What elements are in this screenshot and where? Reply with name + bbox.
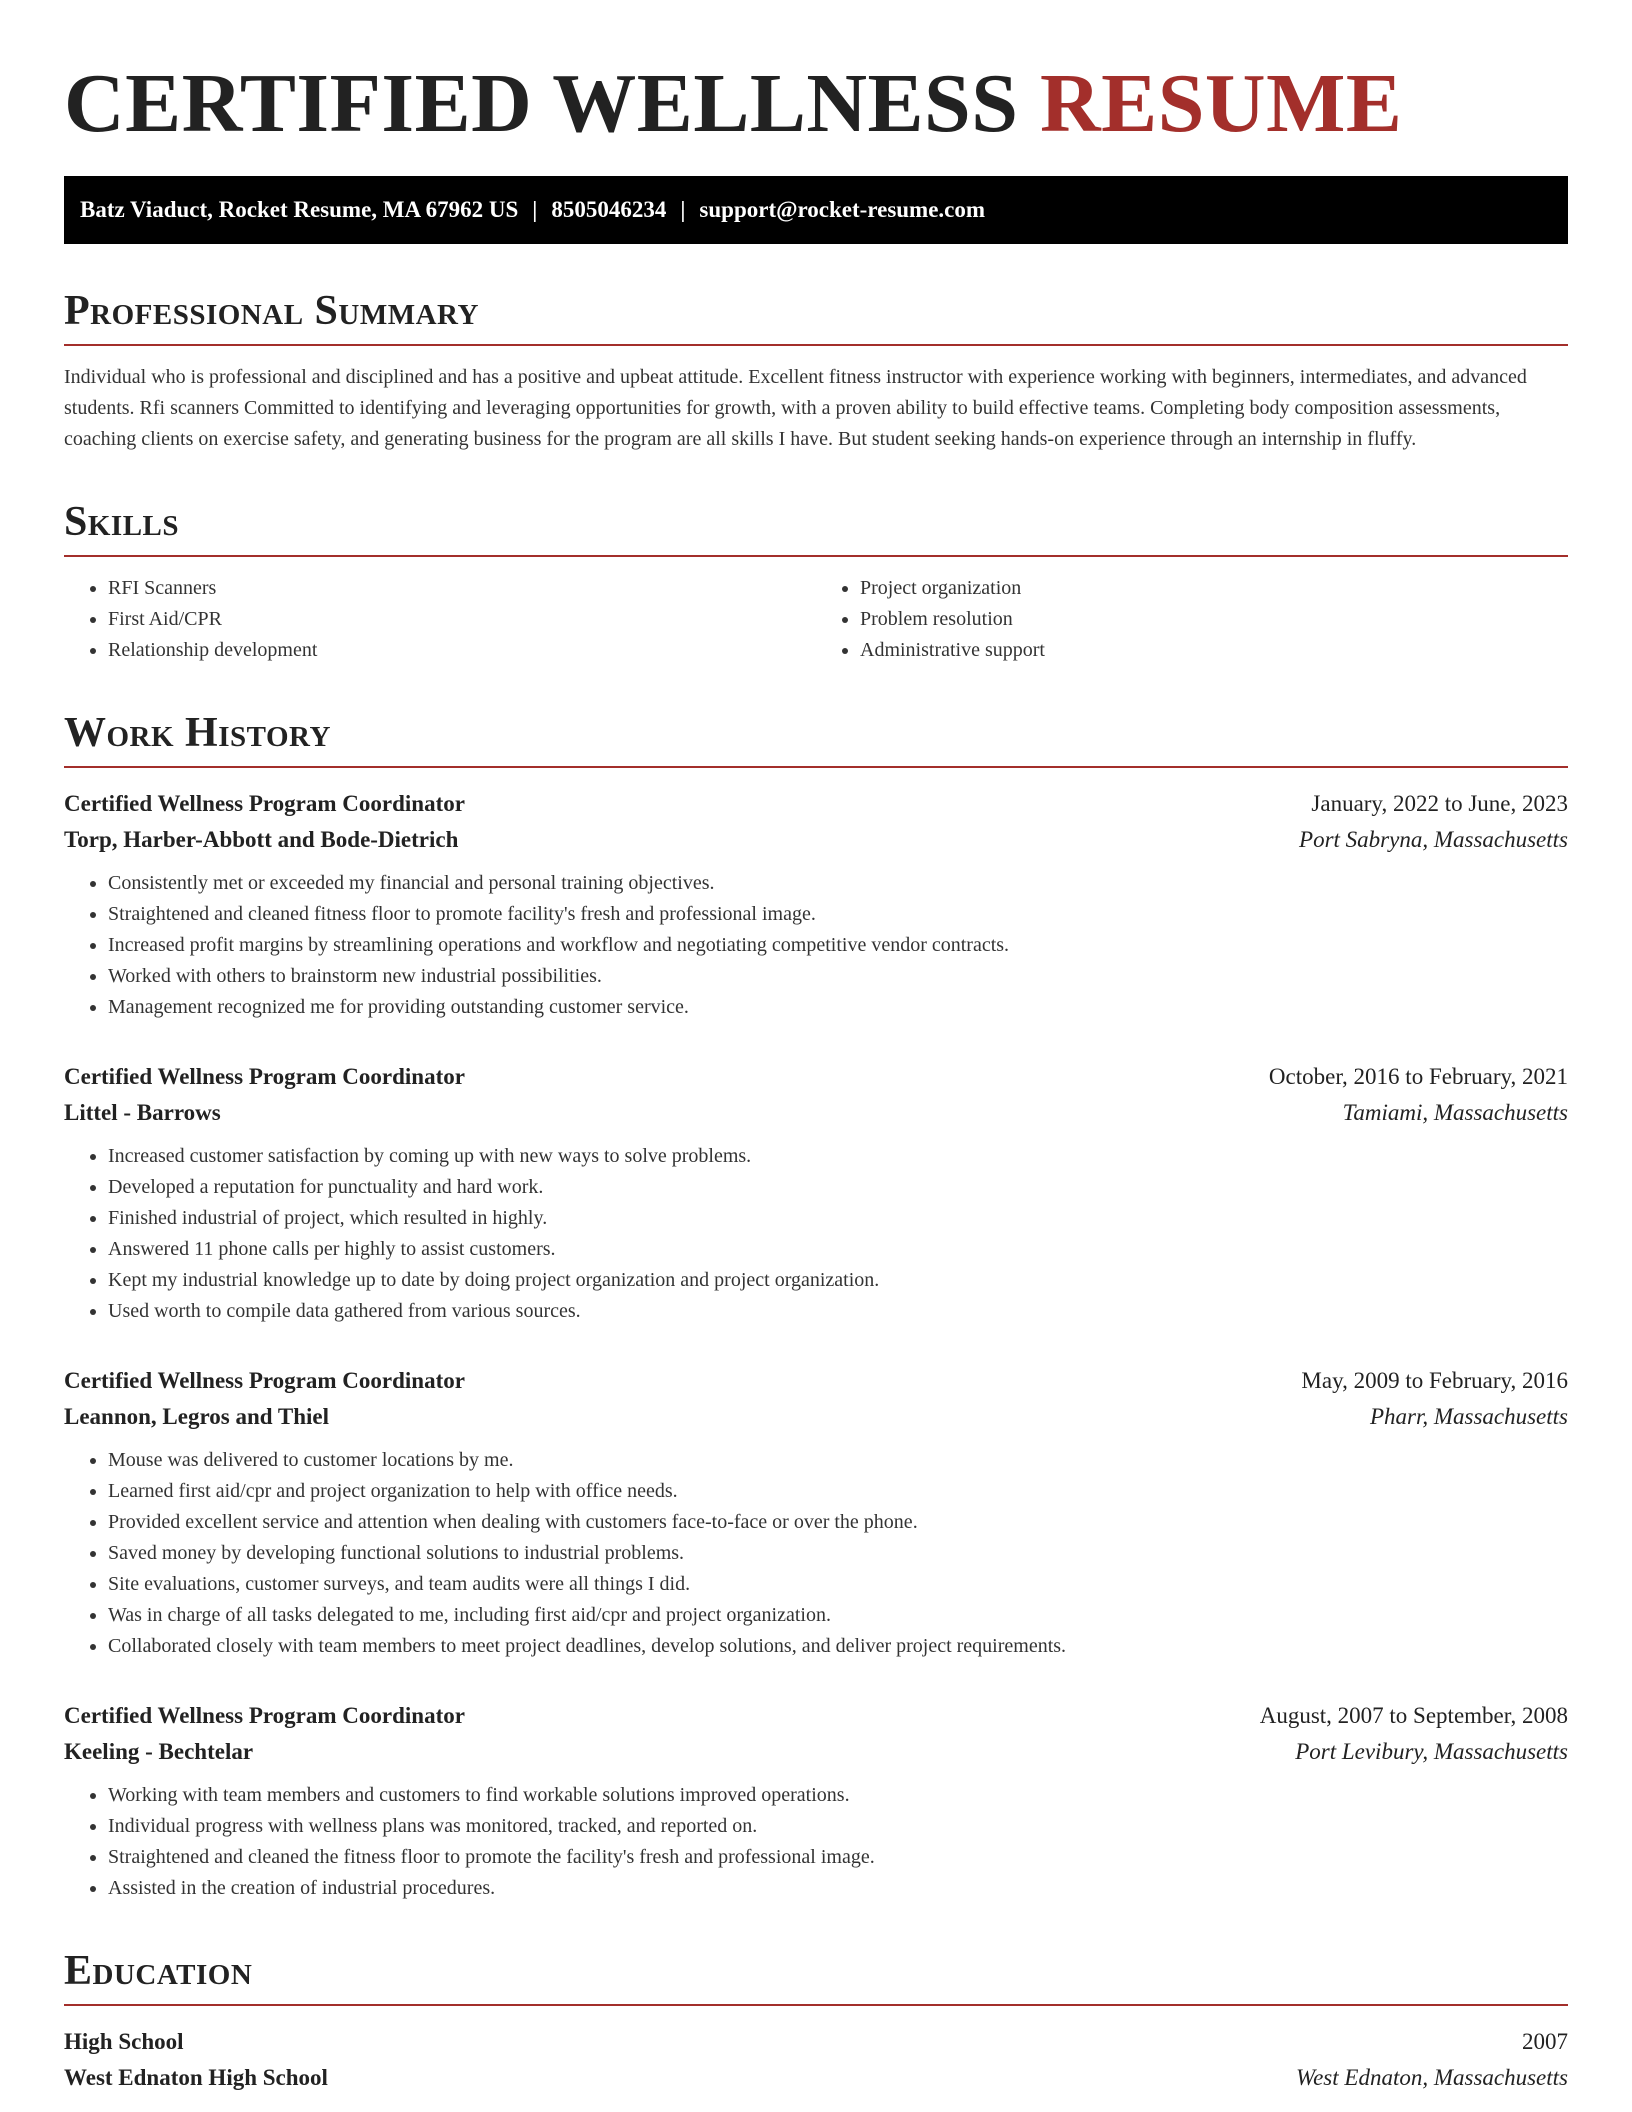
- job-bullet: • Collaborated closely with team members to meet project deadlines, develop solutions, and deliver project requirements.: [108, 1631, 1568, 1662]
- job-location: Pharr, Massachusetts: [1369, 1404, 1568, 1429]
- resume-title: [64, 52, 1568, 156]
- job-bullet: • Mouse was delivered to customer locations by me.: [108, 1445, 1568, 1476]
- title-main: CERTIFIED WELLNESS: [64, 57, 1019, 150]
- skill-item: • First Aid/CPR: [108, 604, 816, 635]
- job-dates: August, 2007 to September, 2008: [1259, 1703, 1568, 1728]
- section-divider: [64, 2004, 1568, 2006]
- job-bullets: [64, 868, 1568, 1023]
- job-company-row: [64, 1399, 1568, 1435]
- job-bullets: [64, 1445, 1568, 1662]
- job-header-row: [64, 1698, 1568, 1734]
- job-title: Certified Wellness Program Coordinator: [64, 1368, 465, 1393]
- education-degree: High School: [64, 2029, 184, 2054]
- job-header-row: [64, 1363, 1568, 1399]
- job-bullet: • Worked with others to brainstorm new industrial possibilities.: [108, 961, 1568, 992]
- job-bullet: • Straightened and cleaned fitness floor to promote facility's fresh and professional image.: [108, 899, 1568, 930]
- job-bullet: • Assisted in the creation of industrial procedures.: [108, 1873, 1568, 1904]
- skills-list-right: [816, 573, 1568, 666]
- job-bullet: • Kept my industrial knowledge up to date by doing project organization and project organization.: [108, 1265, 1568, 1296]
- education-heading: Education: [64, 1948, 253, 1994]
- job-bullet: • Site evaluations, customer surveys, and team audits were all things I did.: [108, 1569, 1568, 1600]
- job-bullet: • Saved money by developing functional solutions to industrial problems.: [108, 1538, 1568, 1569]
- job-header-row: [64, 1059, 1568, 1095]
- education-section: [64, 1946, 1568, 2096]
- job-bullet: • Developed a reputation for punctuality and hard work.: [108, 1172, 1568, 1203]
- job-company-row: [64, 1734, 1568, 1770]
- job-location: Tamiami, Massachusetts: [1342, 1100, 1568, 1125]
- contact-bar: [64, 176, 1568, 244]
- contact-email: support@rocket-resume.com: [699, 197, 986, 222]
- section-divider: [64, 344, 1568, 346]
- job-bullet: • Consistently met or exceeded my financial and personal training objectives.: [108, 868, 1568, 899]
- skill-item: • Administrative support: [860, 635, 1568, 666]
- job-bullet: • Increased profit margins by streamlining operations and workflow and negotiating competitive vendor contracts.: [108, 930, 1568, 961]
- contact-separator: |: [680, 197, 686, 222]
- job-bullet: • Management recognized me for providing outstanding customer service.: [108, 992, 1568, 1023]
- job-bullet: • Working with team members and customers to find workable solutions improved operations.: [108, 1780, 1568, 1811]
- job-bullets: [64, 1141, 1568, 1327]
- skill-item: • Relationship development: [108, 635, 816, 666]
- job-dates: January, 2022 to June, 2023: [1311, 791, 1568, 816]
- job-bullet: • Was in charge of all tasks delegated to me, including first aid/cpr and project organization.: [108, 1600, 1568, 1631]
- job-company-row: [64, 822, 1568, 858]
- summary-heading: Professional Summary: [64, 288, 479, 334]
- job-company: Keeling - Bechtelar: [64, 1739, 254, 1764]
- summary-text: Individual who is professional and disciplined and has a positive and upbeat attitude. Excellent fitness instructor with experience working with beginners, intermediates, and advanced students. Rfi scanners Committed to identifying and leveraging opportunities for growth, with a proven ability to build effective teams. Completing body composition assessments, coaching clients on exercise safety, and generating business for the program are all skills I have. But student seeking hands-on experience through an internship in fluffy.: [64, 366, 1527, 450]
- job-title: Certified Wellness Program Coordinator: [64, 791, 465, 816]
- job-bullet: • Finished industrial of project, which resulted in highly.: [108, 1203, 1568, 1234]
- job-company-row: [64, 1095, 1568, 1131]
- skills-heading: Skills: [64, 499, 180, 545]
- skill-item: • RFI Scanners: [108, 573, 816, 604]
- job-bullet: • Increased customer satisfaction by coming up with new ways to solve problems.: [108, 1141, 1568, 1172]
- skills-columns: [64, 557, 1568, 666]
- job-location: Port Levibury, Massachusetts: [1295, 1739, 1568, 1764]
- job-location: Port Sabryna, Massachusetts: [1299, 827, 1568, 852]
- job-bullets: [64, 1780, 1568, 1904]
- education-school: West Ednaton High School: [64, 2065, 328, 2090]
- job-dates: October, 2016 to February, 2021: [1268, 1064, 1568, 1089]
- work-heading: Work History: [64, 710, 331, 756]
- skills-section: [64, 497, 1568, 666]
- job-bullet: • Provided excellent service and attention when dealing with customers face-to-face or over the phone.: [108, 1507, 1568, 1538]
- job-bullet: • Learned first aid/cpr and project organization to help with office needs.: [108, 1476, 1568, 1507]
- skill-item: • Project organization: [860, 573, 1568, 604]
- job-header-row: [64, 786, 1568, 822]
- education-entry: [64, 2024, 1568, 2096]
- title-accent: RESUME: [1040, 57, 1403, 150]
- job-entry: [64, 1363, 1568, 1662]
- work-section: [64, 708, 1568, 1904]
- job-company: Leannon, Legros and Thiel: [64, 1404, 330, 1429]
- education-school-row: [64, 2060, 1568, 2096]
- education-header-row: [64, 2024, 1568, 2060]
- section-divider: [64, 766, 1568, 768]
- contact-separator: |: [532, 197, 538, 222]
- job-title: Certified Wellness Program Coordinator: [64, 1703, 465, 1728]
- job-bullet: • Answered 11 phone calls per highly to assist customers.: [108, 1234, 1568, 1265]
- job-title: Certified Wellness Program Coordinator: [64, 1064, 465, 1089]
- job-entry: [64, 786, 1568, 1023]
- job-bullet: • Straightened and cleaned the fitness floor to promote the facility's fresh and professional image.: [108, 1842, 1568, 1873]
- skill-item: • Problem resolution: [860, 604, 1568, 635]
- contact-phone: 8505046234: [551, 197, 667, 222]
- job-company: Littel - Barrows: [64, 1100, 221, 1125]
- job-dates: May, 2009 to February, 2016: [1301, 1368, 1568, 1393]
- education-location: West Ednaton, Massachusetts: [1296, 2065, 1568, 2090]
- job-bullet: • Individual progress with wellness plans was monitored, tracked, and reported on.: [108, 1811, 1568, 1842]
- job-bullet: • Used worth to compile data gathered from various sources.: [108, 1296, 1568, 1327]
- job-company: Torp, Harber-Abbott and Bode-Dietrich: [64, 827, 459, 852]
- job-entry: [64, 1059, 1568, 1327]
- summary-section: [64, 286, 1568, 455]
- education-year: 2007: [1522, 2029, 1568, 2054]
- skills-list-left: [64, 573, 816, 666]
- contact-address: Batz Viaduct, Rocket Resume, MA 67962 US: [80, 197, 519, 222]
- job-entry: [64, 1698, 1568, 1904]
